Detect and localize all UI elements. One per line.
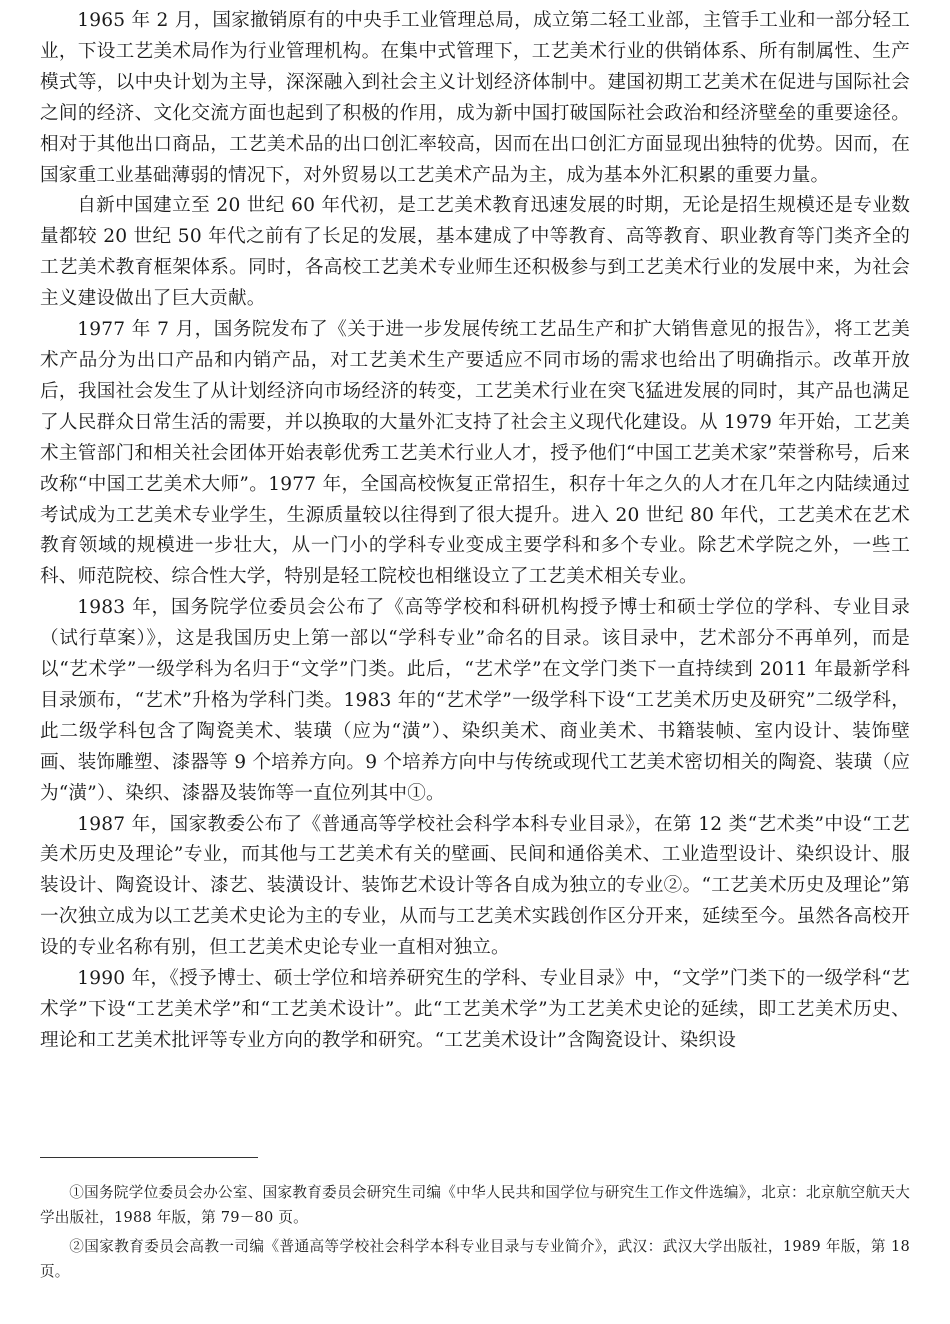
footnote-2: ②国家教育委员会高教一司编《普通高等学校社会科学本科专业目录与专业简介》，武汉：武汉大学出版社，1989 年版，第 18 页。: [40, 1238, 910, 1280]
footnote-divider: [40, 1157, 258, 1158]
paragraph: 自新中国建立至 20 世纪 60 年代初，是工艺美术教育迅速发展的时期，无论是招生规模还是专业数量都较 20 世纪 50 年代之前有了长足的发展，基本建成了中等教育、高等教育、职业教育等门类齐全的工艺美术教育框架体系。同时，各高校工艺美术专业师生还积极参与到工艺美术行业的发展中来，为社会主义建设做出了巨大贡献。: [40, 195, 910, 310]
footnotes: [40, 1180, 910, 1288]
footnote-1: ①国务院学位委员会办公室、国家教育委员会研究生司编《中华人民共和国学位与研究生工作文件选编》，北京：北京航空航天大学出版社，1988 年版，第 79－80 页。: [40, 1184, 910, 1226]
body-text: [40, 6, 910, 1057]
paragraph: 1965 年 2 月，国家撤销原有的中央手工业管理总局，成立第二轻工业部，主管手工业和一部分轻工业，下设工艺美术局作为行业管理机构。在集中式管理下，工艺美术行业的供销体系、所有制属性、生产模式等，以中央计划为主导，深深融入到社会主义计划经济体制中。建国初期工艺美术在促进与国际社会之间的经济、文化交流方面也起到了积极的作用，成为新中国打破国际社会政治和经济壁垒的重要途径。相对于其他出口商品，工艺美术品的出口创汇率较高，因而在出口创汇方面显现出独特的优势。因而，在国家重工业基础薄弱的情况下，对外贸易以工艺美术产品为主，成为基本外汇积累的重要力量。: [40, 10, 910, 186]
paragraph: 1983 年，国务院学位委员会公布了《高等学校和科研机构授予博士和硕士学位的学科、专业目录（试行草案）》，这是我国历史上第一部以“学科专业”命名的目录。该目录中，艺术部分不再单列，而是以“艺术学”一级学科为名归于“文学”门类。此后，“艺术学”在文学门类下一直持续到 2011 年最新学科目录颁布，“艺术”升格为学科门类。1983 年的“艺术学”一级学科下设“工艺美术历史及研究”二级学科，此二级学科包含了陶瓷美术、装璜（应为“潢”）、染织美术、商业美术、书籍装帧、室内设计、装饰壁画、装饰雕塑、漆器等 9 个培养方向。9 个培养方向中与传统或现代工艺美术密切相关的陶瓷、装璜（应为“潢”）、染织、漆器及装饰等一直位列其中①。: [40, 597, 910, 804]
paragraph: 1990 年，《授予博士、硕士学位和培养研究生的学科、专业目录》中，“文学”门类下的一级学科“艺术学”下设“工艺美术学”和“工艺美术设计”。此“工艺美术学”为工艺美术史论的延续，即工艺美术历史、理论和工艺美术批评等专业方向的教学和研究。“工艺美术设计”含陶瓷设计、染织设: [40, 968, 910, 1051]
paragraph: 1987 年，国家教委公布了《普通高等学校社会科学本科专业目录》，在第 12 类“艺术类”中设“工艺美术历史及理论”专业，而其他与工艺美术有关的壁画、民间和通俗美术、工业造型设计、染织设计、服装设计、陶瓷设计、漆艺、装潢设计、装饰艺术设计等各自成为独立的专业②。“工艺美术历史及理论”第一次独立成为以工艺美术史论为主的专业，从而与工艺美术实践创作区分开来，延续至今。虽然各高校开设的专业名称有别，但工艺美术史论专业一直相对独立。: [40, 813, 910, 959]
paragraph: 1977 年 7 月，国务院发布了《关于进一步发展传统工艺品生产和扩大销售意见的报告》，将工艺美术产品分为出口产品和内销产品，对工艺美术生产要适应不同市场的需求也给出了明确指示。改革开放后，我国社会发生了从计划经济向市场经济的转变，工艺美术行业在突飞猛进发展的同时，其产品也满足了人民群众日常生活的需要，并以换取的大量外汇支持了社会主义现代化建设。从 1979 年开始，工艺美术主管部门和相关社会团体开始表彰优秀工艺美术行业人才，授予他们“中国工艺美术家”荣誉称号，后来改称“中国工艺美术大师”。1977 年，全国高校恢复正常招生，积存十年之久的人才在几年之内陆续通过考试成为工艺美术专业学生，生源质量较以往得到了很大提升。进入 20 世纪 80 年代，工艺美术在艺术教育领域的规模进一步壮大，从一门小的学科专业变成主要学科和多个专业。除艺术学院之外，一些工科、师范院校、综合性大学，特别是轻工院校也相继设立了工艺美术相关专业。: [40, 319, 910, 588]
